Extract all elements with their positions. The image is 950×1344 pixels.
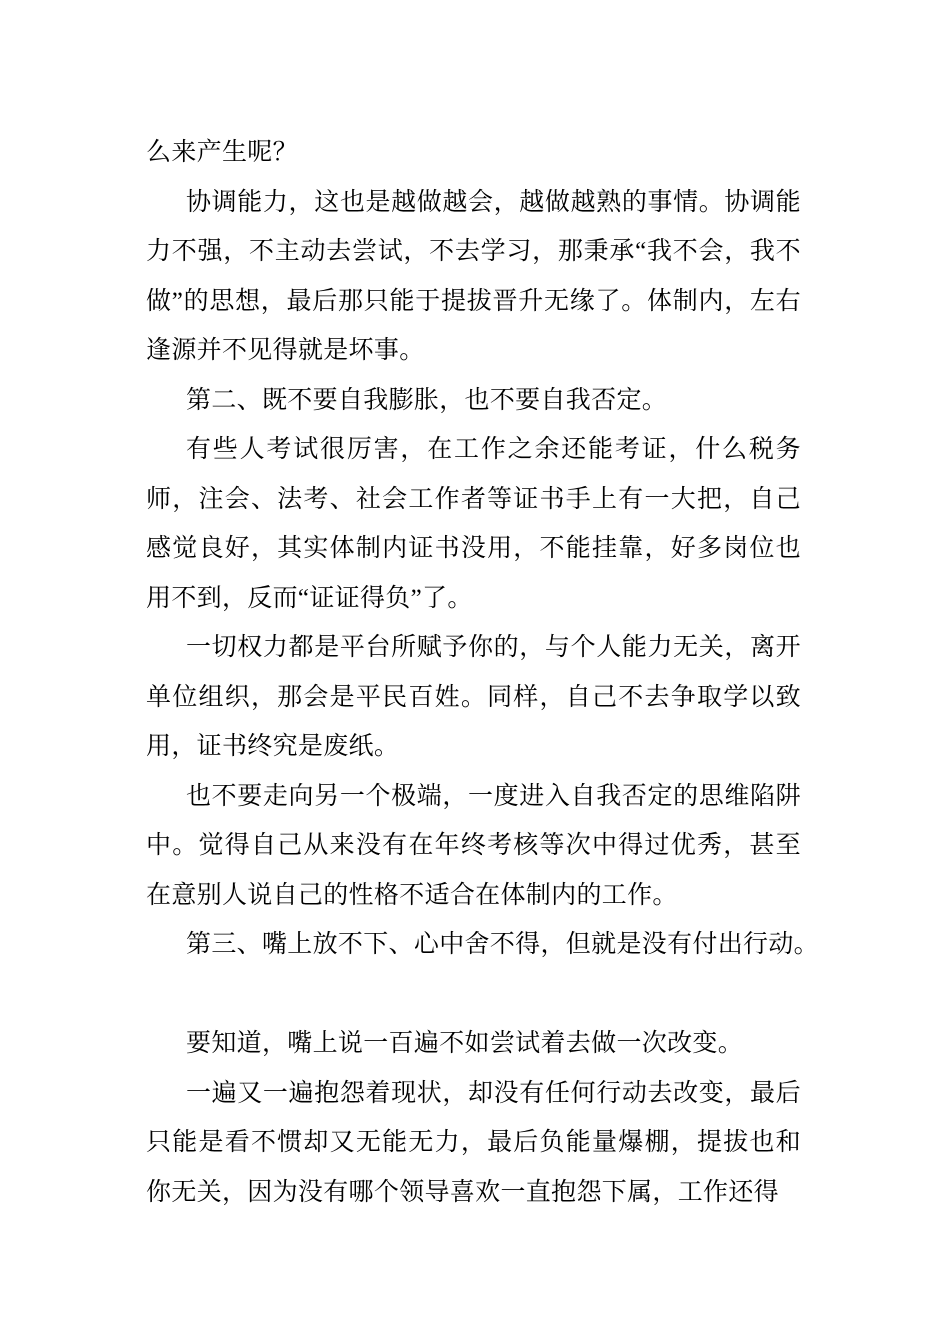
- paragraph-1: 么来产生呢？: [146, 139, 298, 166]
- paragraph-8: 要知道，嘴上说一百遍不如尝试着去做一次改变。: [186, 1030, 744, 1057]
- paragraph-5: 一切权力都是平台所赋予你的，与个人能力无关，离开单位组织，那会是平民百姓。同样，自己不去争取学以致用，证书终究是废纸。: [146, 634, 801, 760]
- paragraph-7: 第三、嘴上放不下、心中舍不得，但就是没有付出行动。: [186, 931, 820, 958]
- paragraph-6: 也不要走向另一个极端，一度进入自我否定的思维陷阱中。觉得自己从来没有在年终考核等次中得过优秀，甚至在意别人说自己的性格不适合在体制内的工作。: [146, 782, 801, 909]
- paragraph-9: 一遍又一遍抱怨着现状，却没有任何行动去改变，最后只能是看不惯却又无能无力，最后负能量爆棚，提拔也和你无关，因为没有哪个领导喜欢一直抱怨下属，工作还得: [146, 1079, 801, 1206]
- paragraph-4: 有些人考试很厉害，在工作之余还能考证，什么税务师，注会、法考、社会工作者等证书手上有一大把，自己感觉良好，其实体制内证书没用，不能挂靠，好多岗位也用不到，反而“证证得负”了。: [146, 436, 801, 612]
- paragraph-3: 第二、既不要自我膨胀，也不要自我否定。: [186, 386, 668, 414]
- paragraph-2: 协调能力，这也是越做越会，越做越熟的事情。协调能力不强，不主动去尝试，不去学习，那秉承“我不会，我不做”的思想，最后那只能于提拔晋升无缘了。体制内，左右逢源并不见得就是坏事。: [146, 188, 801, 364]
- document-text-block: [146, 128, 820, 1217]
